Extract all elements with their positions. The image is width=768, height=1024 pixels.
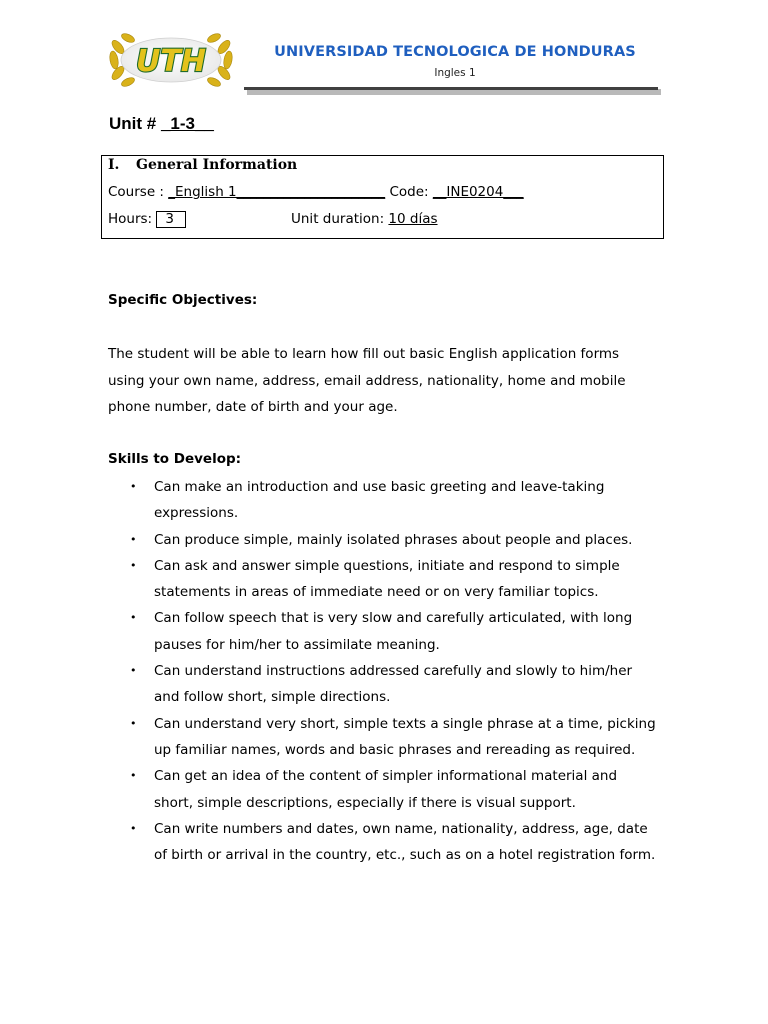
skill-item bbox=[108, 474, 660, 527]
uth-logo bbox=[104, 30, 238, 90]
header-rule bbox=[244, 87, 658, 90]
general-info-box bbox=[101, 155, 664, 239]
duration-value: 10 días bbox=[388, 211, 438, 227]
skill-text: Can follow speech that is very slow and carefully articulated, with long pauses for him/her to assimilate meaning. bbox=[154, 610, 633, 653]
unit-heading bbox=[109, 114, 214, 134]
bullet-icon: • bbox=[130, 480, 137, 493]
code-value: __INE0204___ bbox=[432, 184, 524, 200]
bullet-icon: • bbox=[130, 532, 137, 546]
skill-text: Can understand very short, simple texts a single phrase at a time, picking up familiar names, words and basic phrases and rereading as required. bbox=[154, 715, 656, 758]
skill-text: Can get an idea of the content of simpler informational material and short, simple descriptions, especially if there is visual support. bbox=[154, 768, 618, 811]
course-label: Course : bbox=[108, 184, 169, 200]
hours-value-box: 3 bbox=[156, 211, 186, 228]
skill-text: Can ask and answer simple questions, initiate and respond to simple statements in areas of immediate need or on very familiar topics. bbox=[154, 557, 620, 601]
objectives-title: Specific Objectives: bbox=[108, 292, 258, 308]
course-value: _English 1______________________ bbox=[168, 184, 386, 200]
skill-item bbox=[108, 816, 660, 869]
bullet-icon: • bbox=[130, 611, 137, 625]
skill-item bbox=[108, 527, 660, 553]
duration-label: Unit duration: bbox=[291, 211, 389, 227]
skill-text: Can understand instructions addressed carefully and slowly to him/her and follow short, simple directions. bbox=[154, 663, 633, 706]
course-subtitle: Ingles 1 bbox=[434, 67, 476, 79]
logo-text: UTH bbox=[136, 44, 206, 79]
hours-label: Hours: bbox=[108, 211, 153, 227]
general-info-heading bbox=[108, 157, 297, 173]
unit-label: Unit # bbox=[109, 114, 157, 133]
bullet-icon: • bbox=[130, 769, 137, 783]
skill-text: Can produce simple, mainly isolated phrases about people and places. bbox=[154, 531, 633, 548]
code-label: Code: bbox=[385, 184, 433, 200]
section-number: I. bbox=[108, 157, 120, 173]
uth-logo-emblem bbox=[104, 30, 238, 90]
skill-item bbox=[108, 553, 660, 606]
skill-item bbox=[108, 658, 660, 711]
skill-text: Can make an introduction and use basic greeting and leave-taking expressions. bbox=[154, 479, 605, 522]
bullet-icon: • bbox=[130, 821, 137, 835]
bullet-icon: • bbox=[130, 558, 137, 572]
university-name: UNIVERSIDAD TECNOLOGICA DE HONDURAS bbox=[274, 44, 636, 60]
objectives-text: The student will be able to learn how fill out basic English application forms using your own name, address, email address, nationality, home and mobile phone number, date of birth and your age. bbox=[108, 346, 626, 415]
unit-number: _1-3__ bbox=[160, 114, 214, 133]
skills-list bbox=[108, 474, 660, 868]
skills-title: Skills to Develop: bbox=[108, 451, 242, 467]
skill-item bbox=[108, 763, 660, 816]
skill-item bbox=[108, 711, 660, 764]
duration-row bbox=[291, 211, 438, 227]
skill-text: Can write numbers and dates, own name, nationality, address, age, date of birth or arrival in the country, etc., such as on a hotel registration form. bbox=[154, 820, 656, 864]
course-row bbox=[108, 184, 524, 200]
skill-item bbox=[108, 605, 660, 658]
hours-row bbox=[108, 211, 186, 228]
section-title: General Information bbox=[136, 157, 298, 173]
bullet-icon: • bbox=[130, 716, 137, 730]
bullet-icon: • bbox=[130, 664, 137, 678]
